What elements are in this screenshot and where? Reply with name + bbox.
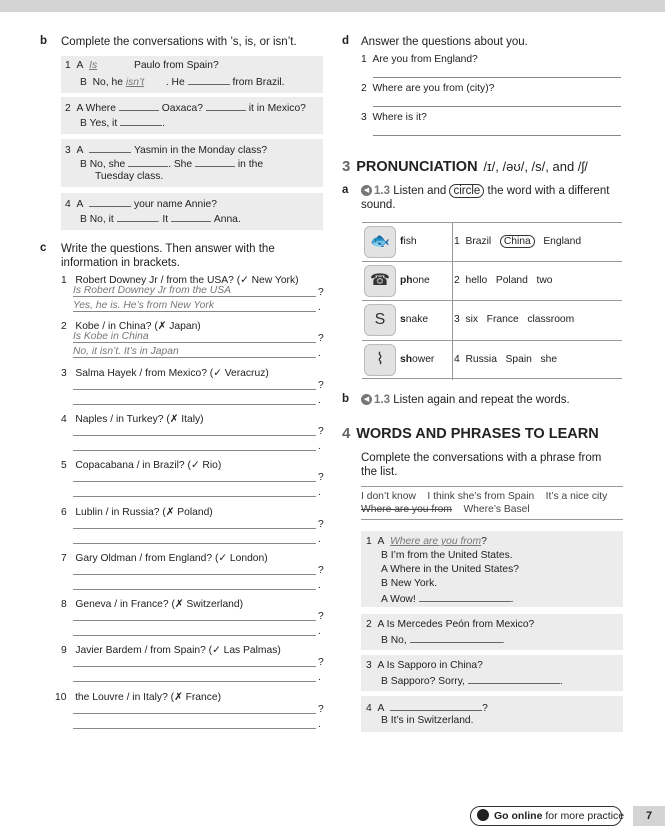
words-instruction-1: Complete the conversations with a phrase from [361, 452, 602, 464]
choice-word[interactable]: six [465, 314, 479, 326]
c-item-prompt [61, 552, 268, 564]
keyword-rest: nake [405, 314, 429, 326]
item-num: 4 [366, 703, 372, 714]
conv-b3-line-c: Tuesday class. [95, 171, 164, 182]
choice-word[interactable]: Brazil [465, 236, 492, 247]
words-heading [342, 425, 599, 442]
exercise-c-instruction-2: information in brackets. [61, 257, 180, 269]
answer-line[interactable] [73, 404, 316, 405]
instruction-text: the word with a different [487, 185, 610, 197]
conv-w1-line-3: A Where in the United States? [381, 564, 519, 575]
exercise-c-label: c [40, 242, 47, 254]
line-text: Yasmin in the Monday class? [133, 145, 268, 156]
pron-choices [454, 236, 581, 247]
line-text: Oaxaca? [161, 103, 203, 114]
keyword-sound: s [400, 314, 406, 326]
answer-line[interactable] [73, 574, 316, 575]
choice-word[interactable]: France [486, 314, 519, 326]
full-stop: . [318, 440, 321, 452]
question-mark: ? [318, 287, 324, 298]
pron-row [362, 340, 622, 379]
speaker-a: A [76, 145, 84, 156]
conv-b3-line-a [65, 143, 267, 156]
phone-icon: ☎ [364, 265, 396, 297]
line-text: . He [165, 77, 185, 88]
blank [89, 197, 131, 207]
keyword-sound: ph [400, 275, 413, 287]
answer-line[interactable] [73, 635, 316, 636]
full-stop: . [318, 672, 321, 684]
full-stop: . [318, 533, 321, 545]
snake-icon: S [364, 304, 396, 336]
answer-line[interactable] [73, 543, 316, 544]
section-number: 3 [342, 158, 351, 175]
blank[interactable] [410, 633, 502, 643]
item-num: 1 [61, 275, 67, 286]
blank[interactable] [419, 592, 511, 602]
line-text: B No, it [80, 214, 114, 225]
c-item-prompt [55, 691, 221, 703]
question-text: Where is it? [372, 112, 427, 123]
conv-w1-line-1 [366, 536, 487, 547]
d-question-1 [361, 54, 478, 65]
item-num: 4 [61, 413, 67, 425]
conv-w2-line-1 [366, 619, 534, 630]
pron-a-label: a [342, 184, 349, 196]
conv-w3-line-1 [366, 660, 483, 671]
pron-a-instruction [361, 184, 609, 198]
question-mark: ? [318, 333, 324, 345]
pron-keyword [400, 236, 417, 247]
conv-b2-line-a [65, 101, 306, 114]
item-num: 2 [65, 103, 71, 114]
answer-line[interactable] [373, 106, 621, 107]
full-stop: . [318, 579, 321, 591]
keyword-rest: ower [412, 353, 435, 365]
prompt-text: Lublin / in Russia? (✗ Poland) [75, 506, 213, 518]
line-text: B Sapporo? Sorry, [381, 676, 465, 687]
phrase: Where’s Basel [463, 504, 530, 515]
conv-b2-line-b: B Yes, it . [80, 118, 165, 129]
blank [128, 157, 168, 167]
conv-w3-line-2 [381, 674, 563, 687]
full-stop: . [318, 487, 321, 499]
section-title: WORDS AND PHRASES TO LEARN [356, 426, 599, 442]
answer-text: No, it isn’t. It’s in Japan [73, 346, 179, 358]
blank [195, 157, 235, 167]
blank [117, 212, 157, 222]
question-mark: ? [318, 425, 324, 437]
choice-word[interactable]: Poland [495, 275, 528, 287]
c-item-prompt [61, 413, 204, 425]
answer-line[interactable] [73, 342, 316, 343]
exercise-b-instruction: Complete the conversations with ’s, is, or isn’t. [61, 36, 297, 48]
conv-w2-line-2 [381, 633, 505, 646]
question-text: Where are you from (city)? [372, 83, 495, 94]
item-num: 3 [366, 660, 372, 671]
pron-choices [454, 314, 574, 325]
answer-fill: Where are you from [390, 536, 482, 547]
line-text: from Brazil. [232, 77, 285, 88]
line-text: ? [482, 703, 488, 714]
question-text: Are you from England? [372, 54, 478, 65]
item-num: 2 [454, 275, 460, 287]
line-text: Anna. [213, 214, 241, 225]
answer-text: Is Kobe in China [73, 331, 149, 343]
blank [206, 101, 246, 111]
answer-text: Yes, he is. He’s from New York [73, 300, 214, 311]
line-text: . She [168, 159, 193, 170]
full-stop: . [318, 626, 321, 638]
conv-w1-line-4: B New York. [381, 578, 438, 589]
answer-line[interactable] [73, 450, 316, 451]
answer-line[interactable] [73, 728, 316, 729]
c-item-prompt [61, 598, 243, 610]
pron-b-label: b [342, 393, 350, 405]
item-num: 3 [65, 145, 71, 156]
item-num: 8 [61, 599, 67, 611]
circled-word: circle [449, 184, 484, 198]
conv-w4-line-1 [366, 701, 488, 714]
speaker-b: B [80, 77, 87, 88]
answer-line[interactable] [373, 135, 621, 136]
audio-icon[interactable]: ◀ [361, 185, 372, 196]
item-num: 7 [61, 552, 67, 564]
answer-line[interactable] [73, 357, 316, 358]
question-mark: ? [318, 472, 324, 484]
pron-a-instruction-2: sound. [361, 199, 396, 211]
line-text: A Where [76, 103, 116, 114]
speaker-a: A [377, 703, 385, 714]
top-bar [0, 0, 665, 12]
keyword-sound: f [400, 236, 404, 247]
prompt-text: Geneva / in France? (✗ Switzerland) [75, 599, 244, 611]
question-mark: ? [318, 611, 324, 623]
d-question-3 [361, 112, 427, 123]
phrase-list-line-1: I don’t know I think she’s from Spain It’s a nice city [361, 491, 608, 502]
line-text: . [559, 676, 563, 687]
item-num: 6 [61, 506, 67, 518]
blank [188, 75, 230, 85]
keyword-rest: one [412, 275, 430, 287]
pron-keyword [400, 354, 434, 365]
answer-line[interactable] [73, 296, 316, 297]
c-item-prompt [61, 644, 281, 656]
item-num: 5 [61, 460, 67, 472]
answer-line[interactable] [373, 77, 621, 78]
column-divider [452, 262, 453, 301]
line-text: your name Annie? [133, 199, 217, 210]
prompt-text: Salma Hayek / from Mexico? (✓ Veracruz) [75, 367, 269, 379]
pron-keyword [400, 275, 430, 286]
choice-word[interactable]: classroom [527, 314, 575, 326]
answer-line[interactable] [73, 681, 316, 682]
pron-keyword [400, 314, 428, 325]
conv-b1-line-b [80, 75, 285, 88]
choice-word[interactable]: China [500, 235, 535, 248]
line-text: B No, [381, 635, 407, 646]
prompt-text: the Louvre / in Italy? (✗ France) [75, 691, 222, 703]
section-title: PRONUNCIATION [356, 159, 478, 175]
item-num: 2 [366, 619, 372, 630]
audio-track: 1.3 [374, 394, 390, 406]
go-online-text: for more practice [542, 810, 625, 822]
go-online-button[interactable] [470, 806, 625, 826]
item-num: 4 [65, 199, 71, 210]
full-stop: . [318, 348, 321, 360]
speaker-a: A [76, 199, 84, 210]
item-num: 3 [361, 112, 367, 123]
choice-word[interactable]: she [540, 353, 558, 365]
phrase-box-bottom [361, 519, 623, 520]
speaker-a: A [377, 536, 385, 547]
item-num: 2 [61, 321, 67, 333]
line-text: A Is Sapporo in China? [377, 660, 483, 671]
question-mark: ? [318, 564, 324, 576]
audio-icon[interactable]: ◀ [361, 394, 372, 405]
choice-word[interactable]: two [536, 275, 553, 287]
answer-line[interactable] [73, 435, 316, 436]
go-online-bold: Go online [494, 810, 543, 822]
item-num: 9 [61, 645, 67, 657]
answer-line[interactable] [73, 496, 316, 497]
line-text: B No, she [80, 159, 126, 170]
conv-b3-line-b [80, 157, 263, 170]
blank [89, 143, 131, 153]
prompt-text: Javier Bardem / from Spain? (✓ Las Palmas) [75, 645, 281, 657]
answer-line[interactable] [73, 311, 316, 312]
section-number: 4 [342, 425, 351, 442]
line-text: . [501, 635, 505, 646]
conv-w1-line-2: B I’m from the United States. [381, 550, 513, 561]
conv-w4-line-2: B It’s in Switzerland. [381, 715, 474, 726]
line-text: . It [156, 214, 169, 225]
prompt-text: Robert Downey Jr / from the USA? (✓ New York) [75, 275, 299, 286]
answer-line[interactable] [73, 666, 316, 667]
page-number: 7 [633, 806, 665, 826]
c-item-prompt [61, 506, 213, 518]
c-item-prompt [61, 367, 269, 379]
full-stop: . [318, 302, 321, 313]
exercise-d-label: d [342, 35, 350, 47]
prompt-text: Naples / in Turkey? (✗ Italy) [75, 413, 204, 425]
answer-line[interactable] [73, 589, 316, 590]
blank[interactable] [390, 701, 482, 711]
conv-b1-line-a [65, 60, 219, 71]
full-stop: . [318, 718, 321, 730]
question-mark: ? [318, 657, 324, 669]
column-divider [452, 223, 453, 262]
item-num: 4 [454, 353, 460, 365]
speaker-a: A [76, 60, 84, 71]
line-text: in the [237, 159, 264, 170]
pron-choices [454, 354, 557, 365]
keyword-sound: sh [400, 353, 413, 365]
line-text: . [510, 594, 514, 605]
question-mark: ? [318, 379, 324, 391]
exercise-c-instruction-1: Write the questions. Then answer with the [61, 243, 275, 255]
answer-line[interactable] [73, 713, 316, 714]
conv-w1-line-5 [381, 592, 513, 605]
item-num: 2 [361, 83, 367, 94]
line-text: B Yes, it [80, 118, 118, 129]
conv-b4-line-b [80, 212, 241, 225]
pron-row [362, 300, 622, 339]
full-stop: . [318, 394, 321, 406]
instruction-text: Listen again and repeat the words. [393, 394, 570, 406]
blank [119, 101, 159, 111]
words-instruction-2: the list. [361, 466, 398, 478]
phrase-list-line-2 [361, 504, 530, 515]
blank [171, 212, 211, 222]
table-bottom-line [362, 378, 622, 379]
fish-icon: 🐟 [364, 226, 396, 258]
phrase-box-top [361, 486, 623, 487]
item-num: 1 [454, 236, 460, 247]
answer-line[interactable] [73, 620, 316, 621]
column-divider [452, 301, 453, 340]
item-num: 3 [61, 367, 67, 379]
audio-track: 1.3 [374, 185, 390, 197]
answer-fill: isn’t [125, 77, 145, 88]
choice-word[interactable]: Russia [465, 353, 497, 365]
question-mark: ? [318, 703, 324, 715]
conv-b4-line-a [65, 197, 217, 210]
line-text: it in Mexico? [248, 103, 306, 114]
item-num: 10 [55, 691, 67, 703]
pron-row [362, 222, 622, 261]
choice-word[interactable]: hello [465, 275, 488, 287]
c-item-prompt [61, 459, 221, 471]
item-num: 1 [361, 54, 367, 65]
prompt-text: Kobe / in China? (✗ Japan) [75, 321, 201, 333]
pron-choices [454, 275, 553, 286]
item-num: 1 [65, 60, 71, 71]
exercise-d-instruction: Answer the questions about you. [361, 36, 528, 48]
answer-text: Is Robert Downey Jr from the USA [73, 285, 231, 296]
pron-row [362, 261, 622, 300]
blank[interactable] [468, 674, 560, 684]
instruction-text: Listen and [393, 185, 447, 197]
line-text: No, he [92, 77, 123, 88]
blank [120, 116, 162, 126]
line-text: ? [481, 536, 487, 547]
line-text: Paulo from Spain? [133, 60, 219, 71]
choice-word[interactable]: England [543, 236, 582, 247]
answer-line[interactable] [73, 528, 316, 529]
line-text: A Wow! [381, 594, 416, 605]
item-num: 3 [454, 314, 460, 326]
question-mark: ? [318, 518, 324, 530]
shower-icon: ⌇ [364, 344, 396, 376]
prompt-text: Copacabana / in Brazil? (✓ Rio) [75, 460, 222, 472]
phoneme-symbols: /ɪ/, /əʊ/, /s/, and /ʃ/ [483, 159, 588, 174]
answer-fill: Is [89, 60, 98, 71]
answer-line[interactable] [73, 481, 316, 482]
answer-line[interactable] [73, 389, 316, 390]
pronunciation-heading [342, 158, 588, 175]
line-text: A Is Mercedes Peón from Mexico? [377, 619, 535, 630]
pron-b-instruction [361, 393, 570, 407]
column-divider [452, 341, 453, 380]
prompt-text: Gary Oldman / from England? (✓ London) [75, 552, 268, 564]
choice-word[interactable]: Spain [505, 353, 532, 365]
phrase-used: Where are you from [361, 504, 452, 515]
keyword-rest: ish [403, 236, 417, 247]
exercise-b-label: b [40, 35, 48, 47]
d-question-2 [361, 83, 494, 94]
go-online-icon [477, 809, 489, 821]
item-num: 1 [366, 536, 372, 547]
